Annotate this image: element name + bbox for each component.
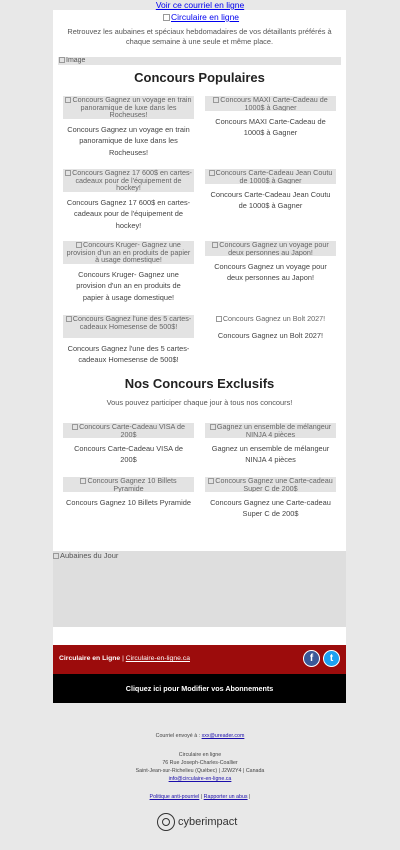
contest-caption[interactable]: Concours Gagnez l'une des 5 cartes-cadeaux Homesense de 500$! — [67, 344, 190, 365]
contest-item[interactable] — [63, 241, 194, 303]
footer-street: 76 Rue Joseph-Charles-Coallier — [162, 760, 238, 766]
contest-image[interactable] — [63, 96, 194, 119]
contest-image[interactable] — [63, 241, 194, 264]
contest-image[interactable] — [205, 423, 336, 438]
brand-bar — [53, 645, 346, 674]
contest-image-alt: Concours Carte-Cadeau Jean Coutu de 1000$ à Gagner — [215, 169, 333, 184]
contest-image-alt: Concours Gagnez un voyage en train panoramique de luxe dans les Rocheuses! — [72, 96, 192, 119]
view-online-bar — [0, 0, 400, 10]
contest-item[interactable] — [205, 169, 336, 212]
contest-item[interactable] — [205, 315, 336, 341]
broken-image-icon — [208, 478, 214, 484]
contest-item[interactable] — [205, 477, 336, 520]
spacer — [53, 627, 346, 645]
contest-caption[interactable]: Gagnez un ensemble de mélangeur NINJA 4 pièces — [211, 444, 330, 465]
deals-alt — [53, 551, 118, 560]
contest-image-alt: Concours Gagnez l'une des 5 cartes-cadeaux Homesense de 500$! — [72, 315, 192, 331]
contest-item[interactable] — [63, 477, 194, 508]
contest-image-alt: Concours Carte-Cadeau VISA de 200$ — [79, 423, 185, 438]
contest-image-alt: Gagnez un ensemble de mélangeur NINJA 4 pièces — [216, 423, 332, 438]
brand-bar-text — [59, 655, 190, 662]
contest-caption[interactable]: Concours Gagnez 10 Billets Pyramide — [66, 498, 191, 507]
contest-item[interactable] — [205, 423, 336, 466]
contest-caption[interactable]: Concours Gagnez une Carte-cadeau Super C de 200$ — [210, 498, 331, 519]
broken-image-icon — [210, 424, 216, 430]
footer-separator: | — [249, 794, 251, 800]
contest-item[interactable] — [63, 315, 194, 366]
broken-image-icon — [65, 97, 71, 103]
footer-policy-line — [0, 793, 400, 801]
email-card — [53, 10, 346, 551]
contest-image[interactable] — [63, 315, 194, 338]
logo-alt-text: Circulaire en ligne — [171, 12, 240, 22]
contest-caption[interactable]: Concours Gagnez 17 600$ en cartes-cadeaux pour de l'équipement de hockey! — [66, 198, 191, 230]
footer-email-link[interactable]: info@circulaire-en-ligne.ca — [168, 776, 232, 782]
contest-caption[interactable]: Concours Gagnez un voyage en train panoramique de luxe dans les Rocheuses! — [67, 125, 190, 157]
contest-caption[interactable]: Concours Kruger- Gagnez une provision d'un an en produits de papier à usage domestique! — [76, 270, 181, 302]
contest-caption[interactable]: Concours Carte-Cadeau Jean Coutu de 1000$ à Gagner — [210, 190, 331, 211]
sent-to-label: Courriel envoyé à : — [155, 733, 201, 739]
banner-image — [58, 57, 341, 65]
deals-alt-text: Aubaines du Jour — [60, 551, 119, 560]
contest-image-alt: Concours Kruger- Gagnez une provision d'un an en produits de papier à usage domestique! — [66, 241, 191, 264]
contest-image-alt: Concours MAXI Carte-Cadeau de 1000$ à Gagner — [220, 96, 328, 111]
facebook-icon[interactable]: f — [303, 650, 320, 667]
contest-image-alt: Concours Gagnez un voyage pour deux personnes au Japon! — [219, 241, 329, 256]
cyberimpact-logo[interactable] — [157, 813, 237, 831]
footer-city: Saint-Jean-sur-Richelieu (Québec) | J2W2Y4 | Canada — [135, 768, 265, 774]
contest-item[interactable] — [205, 241, 336, 284]
contest-image[interactable] — [63, 423, 194, 438]
intro-text: Retrouvez les aubaines et spéciaux hebdomadaires de vos détaillants préférés à chaque semaine à une seule et même place. — [67, 27, 332, 46]
contest-image-alt: Concours Gagnez 17 600$ en cartes-cadeaux pour de l'équipement de hockey! — [72, 169, 192, 192]
contest-image[interactable] — [205, 477, 336, 492]
contest-caption[interactable]: Concours MAXI Carte-Cadeau de 1000$ à Gagner — [215, 117, 326, 138]
footer-separator: | — [200, 794, 203, 800]
brand-separator: | — [122, 655, 124, 662]
footer-company: Circulaire en ligne — [178, 752, 222, 758]
contest-item[interactable] — [63, 96, 194, 158]
popular-title: Concours Populaires — [134, 70, 265, 85]
contest-image-alt: Concours Gagnez une Carte-cadeau Super C de 200$ — [215, 477, 333, 492]
contest-image[interactable] — [205, 241, 336, 256]
footer-email-line — [0, 775, 400, 783]
contest-item[interactable] — [63, 169, 194, 231]
contest-image[interactable] — [205, 96, 336, 111]
manage-subscriptions-button[interactable]: Cliquez ici pour Modifier vos Abonnements — [53, 674, 346, 703]
contest-item[interactable] — [63, 423, 194, 466]
cyberimpact-name: cyberimpact — [178, 816, 238, 828]
contest-image[interactable] — [205, 315, 336, 325]
broken-image-icon — [66, 316, 72, 322]
contest-image[interactable] — [63, 477, 194, 492]
report-abuse-link[interactable]: Rapporter un abus — [203, 794, 248, 800]
deals-image[interactable] — [53, 551, 346, 627]
sent-to-line — [0, 732, 400, 740]
antispam-policy-link[interactable]: Politique anti-pourriel — [149, 794, 200, 800]
broken-image-icon — [163, 14, 170, 21]
broken-image-icon — [53, 553, 59, 559]
contest-caption[interactable]: Concours Gagnez un Bolt 2027! — [217, 331, 324, 340]
contest-item[interactable] — [205, 96, 336, 139]
broken-image-icon — [213, 97, 219, 103]
contest-image[interactable] — [205, 169, 336, 184]
view-online-link[interactable]: Voir ce courriel en ligne — [155, 0, 245, 10]
contest-caption[interactable]: Concours Gagnez un voyage pour deux personnes au Japon! — [214, 262, 327, 283]
broken-image-icon — [212, 242, 218, 248]
exclusive-title: Nos Concours Exclusifs — [124, 376, 275, 391]
broken-image-icon — [59, 57, 65, 63]
broken-image-icon — [80, 478, 86, 484]
contest-image-alt: Concours Gagnez un Bolt 2027! — [222, 315, 326, 323]
cyberimpact-logo-icon — [157, 813, 175, 831]
exclusive-subtitle: Vous pouvez participer chaque jour à tous nos concours! — [106, 398, 293, 407]
contest-caption[interactable]: Concours Carte-Cadeau VISA de 200$ — [74, 444, 183, 465]
contest-image[interactable] — [63, 169, 194, 192]
broken-image-icon — [72, 424, 78, 430]
twitter-icon[interactable]: t — [323, 650, 340, 667]
broken-image-icon — [216, 316, 222, 322]
banner-alt-text: Image — [66, 57, 86, 64]
contest-image-alt: Concours Gagnez 10 Billets Pyramide — [87, 477, 177, 492]
brand-site-link[interactable]: Circulaire-en-ligne.ca — [125, 655, 190, 662]
broken-image-icon — [209, 170, 215, 176]
logo-link[interactable] — [163, 12, 239, 22]
brand-name: Circulaire en Ligne — [59, 655, 121, 662]
broken-image-icon — [65, 170, 71, 176]
sent-to-email-link[interactable]: xxx@ureader.com — [201, 733, 245, 739]
